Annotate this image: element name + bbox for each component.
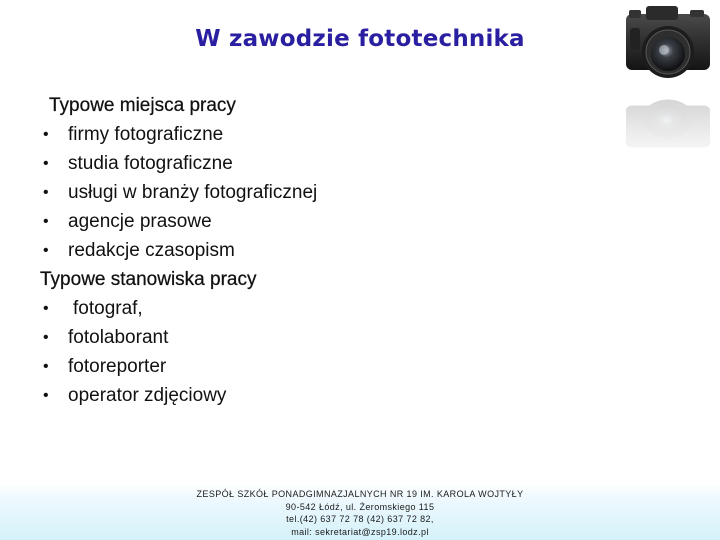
- footer-school-name: ZESPÓŁ SZKÓŁ PONADGIMNAZJALNYCH NR 19 IM. KAROLA WOJTYŁY: [196, 489, 524, 499]
- bullet-icon: •: [43, 126, 49, 143]
- list-item: • firmy fotograficzne: [40, 120, 600, 149]
- camera-body: [626, 6, 710, 78]
- list-item: • redakcje czasopism: [40, 236, 600, 265]
- workplaces-heading: Typowe miejsca pracy: [49, 95, 236, 116]
- bullet-icon: •: [43, 242, 49, 259]
- list-item: • fotolaborant: [40, 323, 600, 352]
- bullet-icon: •: [43, 358, 49, 375]
- list-item: • agencje prasowe: [40, 207, 600, 236]
- bullet-icon: •: [43, 213, 49, 230]
- bullet-icon: •: [43, 300, 49, 317]
- footer-address: 90-542 Łódź, ul. Żeromskiego 115: [285, 501, 435, 512]
- list-item: • operator zdjęciowy: [40, 381, 600, 410]
- footer-email: mail: sekretariat@zsp19.lodz.pl: [291, 526, 429, 537]
- list-item: • fotograf,: [40, 294, 600, 323]
- list-item: • usługi w branży fotograficznej: [40, 178, 600, 207]
- school-footer: [160, 488, 560, 538]
- positions-heading: Typowe stanowiska pracy: [40, 269, 257, 290]
- slide-content: [40, 91, 600, 410]
- camera-icon: [616, 0, 716, 170]
- footer-phone: tel.(42) 637 72 78 (42) 637 72 82,: [286, 514, 434, 524]
- bullet-icon: •: [43, 387, 49, 404]
- list-item: • studia fotograficzne: [40, 149, 600, 178]
- bullet-icon: •: [43, 329, 49, 346]
- bullet-icon: •: [43, 184, 49, 201]
- list-item: • fotoreporter: [40, 352, 600, 381]
- bullet-icon: •: [43, 155, 49, 172]
- slide-title: W zawodzie fototechnika: [195, 26, 525, 52]
